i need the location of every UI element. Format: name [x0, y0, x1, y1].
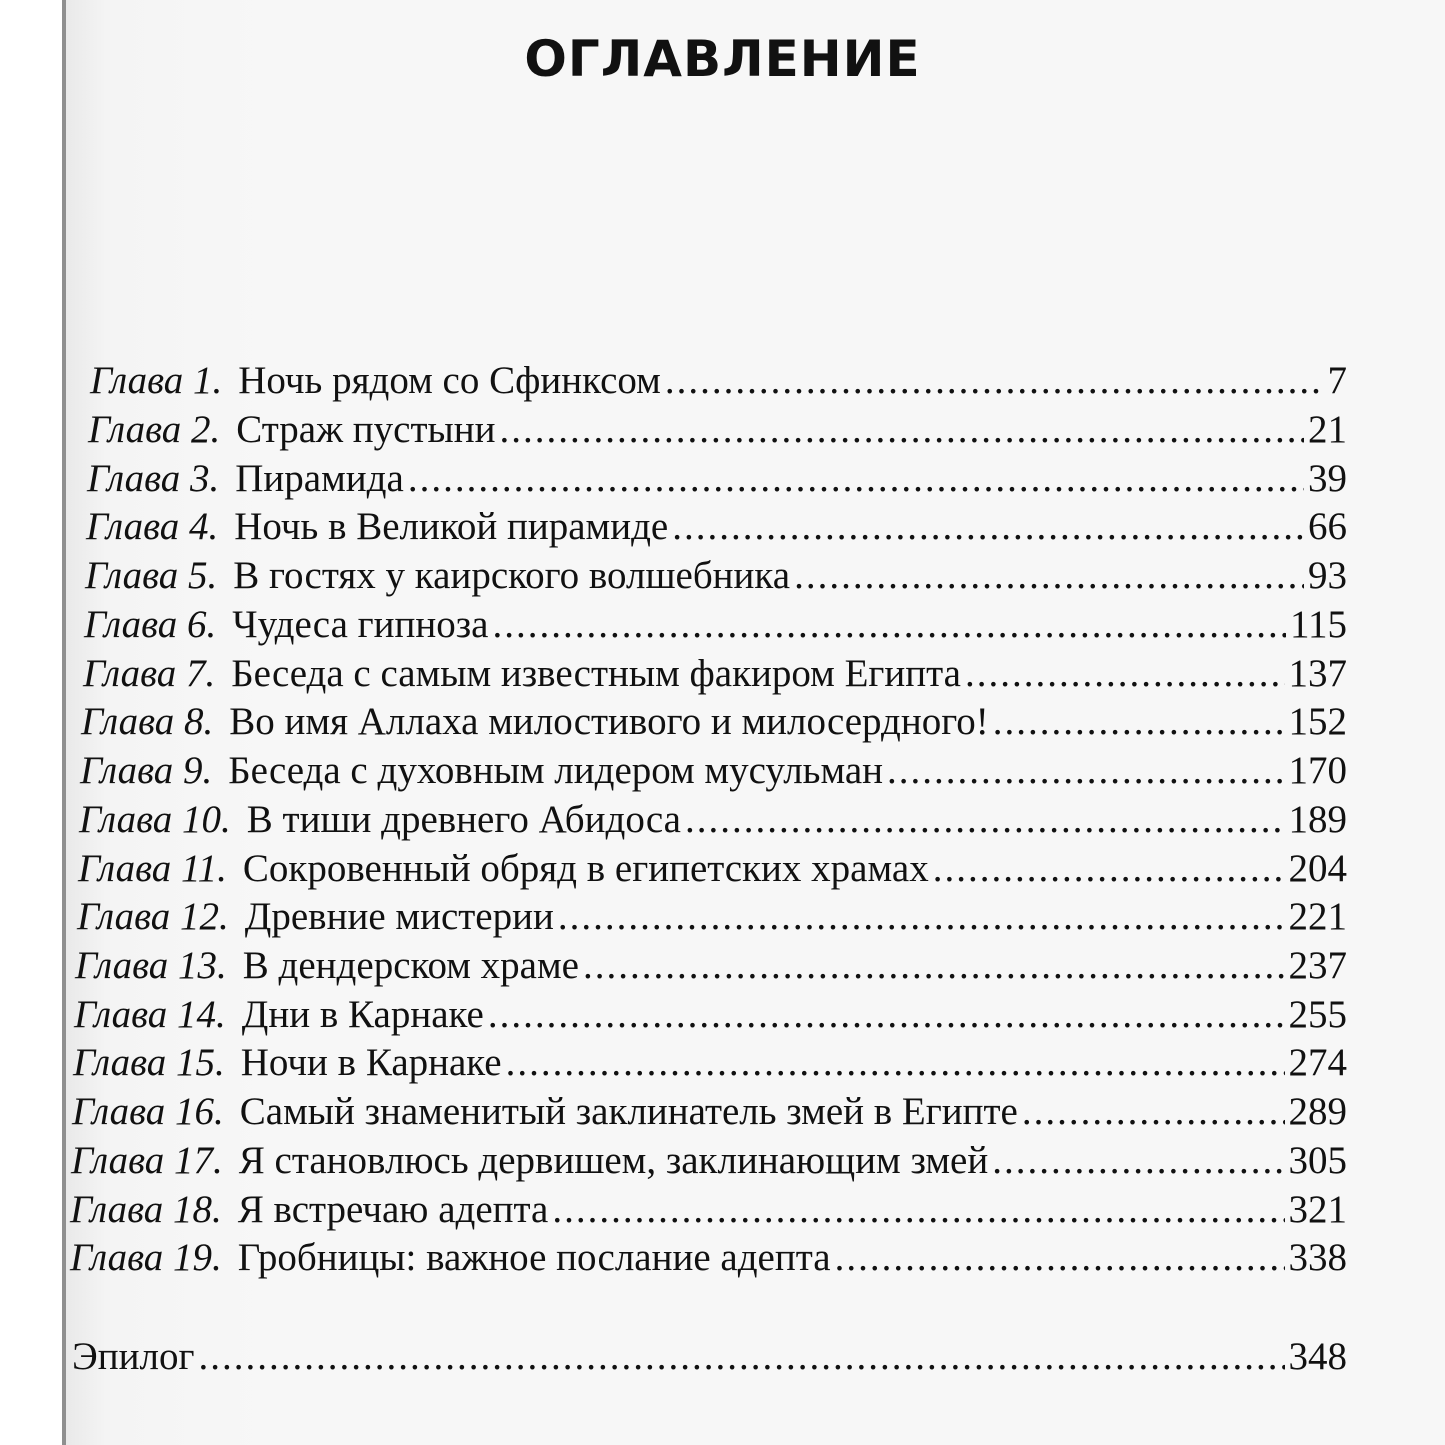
chapter-name: Чудеса гипноза: [232, 603, 489, 646]
chapter-label: Глава 14.: [74, 993, 226, 1036]
chapter-label: Глава 8.: [81, 700, 214, 743]
toc-row-chapter-18: [70, 1187, 1347, 1236]
chapter-label: Глава 4.: [86, 505, 219, 548]
toc-row-chapter-15: [73, 1040, 1347, 1089]
toc-row-chapter-1: [90, 358, 1347, 407]
dot-leader: [672, 504, 1304, 549]
chapter-page-number: 93: [1308, 554, 1347, 597]
chapter-page-number: 189: [1288, 798, 1347, 841]
chapter-name: Гробницы: важное послание адепта: [237, 1236, 831, 1279]
chapter-name: Я встречаю адепта: [237, 1188, 549, 1231]
chapter-page-number: 66: [1308, 505, 1347, 548]
chapter-page-number: 170: [1288, 749, 1347, 792]
dot-leader: [685, 797, 1285, 842]
chapter-name: Сокровенный обряд в египетских храмах: [242, 847, 929, 890]
toc-row-chapter-5: [85, 553, 1347, 602]
chapter-page-number: 39: [1308, 457, 1347, 500]
chapter-name: Страж пустыни: [236, 408, 496, 451]
chapter-label: Глава 18.: [70, 1188, 222, 1231]
toc-row-chapter-9: [80, 748, 1347, 797]
chapter-page-number: 152: [1288, 700, 1347, 743]
chapter-label: Глава 7.: [83, 652, 216, 695]
chapter-name: Ночь в Великой пирамиде: [234, 505, 669, 548]
chapter-page-number: 255: [1288, 993, 1347, 1036]
chapter-page-number: 274: [1288, 1041, 1347, 1084]
epilogue-name: Эпилог: [72, 1335, 195, 1378]
chapter-label: Глава 1.: [90, 359, 223, 402]
toc-row-chapter-8: [81, 699, 1347, 748]
dot-leader: [506, 1040, 1285, 1085]
chapter-page-number: 321: [1288, 1188, 1347, 1231]
epilogue-page-number: 348: [1288, 1335, 1347, 1378]
chapter-page-number: 221: [1288, 895, 1347, 938]
chapter-name: Дни в Карнаке: [241, 993, 484, 1036]
dot-leader: [583, 943, 1285, 988]
toc-row-chapter-16: [72, 1089, 1347, 1138]
toc-row-chapter-13: [75, 943, 1347, 992]
toc-row-chapter-10: [79, 797, 1347, 846]
chapter-name: В дендерском храме: [242, 944, 579, 987]
chapter-name: В тиши древнего Абидоса: [246, 798, 681, 841]
dot-leader: [835, 1235, 1285, 1280]
dot-leader: [499, 407, 1304, 452]
chapter-page-number: 338: [1288, 1236, 1347, 1279]
dot-leader: [887, 748, 1284, 793]
chapter-label: Глава 2.: [88, 408, 221, 451]
chapter-page-number: 237: [1288, 944, 1347, 987]
dot-leader: [492, 602, 1285, 647]
toc-row-chapter-6: [84, 602, 1347, 651]
chapter-page-number: 7: [1327, 359, 1347, 402]
chapter-label: Глава 15.: [73, 1041, 225, 1084]
toc-row-chapter-12: [77, 894, 1347, 943]
chapter-label: Глава 13.: [75, 944, 227, 987]
dot-leader: [488, 992, 1285, 1037]
dot-leader: [558, 894, 1285, 939]
dot-leader: [992, 1138, 1284, 1183]
chapter-page-number: 115: [1289, 603, 1347, 646]
chapter-label: Глава 11.: [78, 847, 227, 890]
chapter-label: Глава 9.: [80, 749, 213, 792]
dot-leader: [794, 553, 1304, 598]
dot-leader: [933, 846, 1285, 891]
toc-row-chapter-19: [70, 1235, 1347, 1284]
dot-leader: [198, 1334, 1284, 1379]
toc-row-epilogue: [72, 1334, 1347, 1383]
dot-leader: [965, 651, 1285, 696]
chapter-name: Беседа с самым известным факиром Египта: [231, 652, 961, 695]
chapter-name: Во имя Аллаха милостивого и милосердного!: [229, 700, 989, 743]
page-title: ОГЛАВЛЕНИЕ: [524, 30, 921, 88]
chapter-name: Ночи в Карнаке: [240, 1041, 502, 1084]
dot-leader: [665, 358, 1324, 403]
chapter-name: Я становлюсь дервишем, заклинающим змей: [238, 1139, 989, 1182]
chapter-label: Глава 10.: [79, 798, 231, 841]
toc-row-chapter-7: [83, 651, 1347, 700]
chapter-name: Самый знаменитый заклинатель змей в Египте: [239, 1090, 1018, 1133]
dot-leader: [1022, 1089, 1285, 1134]
chapter-label: Глава 16.: [72, 1090, 224, 1133]
chapter-label: Глава 6.: [84, 603, 217, 646]
chapter-name: В гостях у каирского волшебника: [233, 554, 791, 597]
toc-row-chapter-11: [78, 846, 1347, 895]
chapter-page-number: 289: [1288, 1090, 1347, 1133]
chapter-name: Беседа с духовным лидером мусульман: [228, 749, 884, 792]
dot-leader: [552, 1187, 1284, 1232]
chapter-page-number: 21: [1308, 408, 1347, 451]
chapter-label: Глава 12.: [77, 895, 229, 938]
toc-row-chapter-4: [86, 504, 1347, 553]
chapter-page-number: 305: [1288, 1139, 1347, 1182]
dot-leader: [408, 456, 1304, 501]
toc-row-chapter-14: [74, 992, 1347, 1041]
toc-row-chapter-3: [87, 456, 1347, 505]
chapter-name: Пирамида: [235, 457, 404, 500]
dot-leader: [993, 699, 1285, 744]
chapter-page-number: 137: [1288, 652, 1347, 695]
chapter-label: Глава 3.: [87, 457, 220, 500]
toc-row-chapter-2: [88, 407, 1347, 456]
chapter-name: Ночь рядом со Сфинксом: [238, 359, 661, 402]
chapter-label: Глава 17.: [71, 1139, 223, 1182]
chapter-label: Глава 5.: [85, 554, 218, 597]
chapter-label: Глава 19.: [70, 1236, 222, 1279]
toc-row-chapter-17: [71, 1138, 1347, 1187]
chapter-name: Древние мистерии: [244, 895, 554, 938]
chapter-page-number: 204: [1288, 847, 1347, 890]
